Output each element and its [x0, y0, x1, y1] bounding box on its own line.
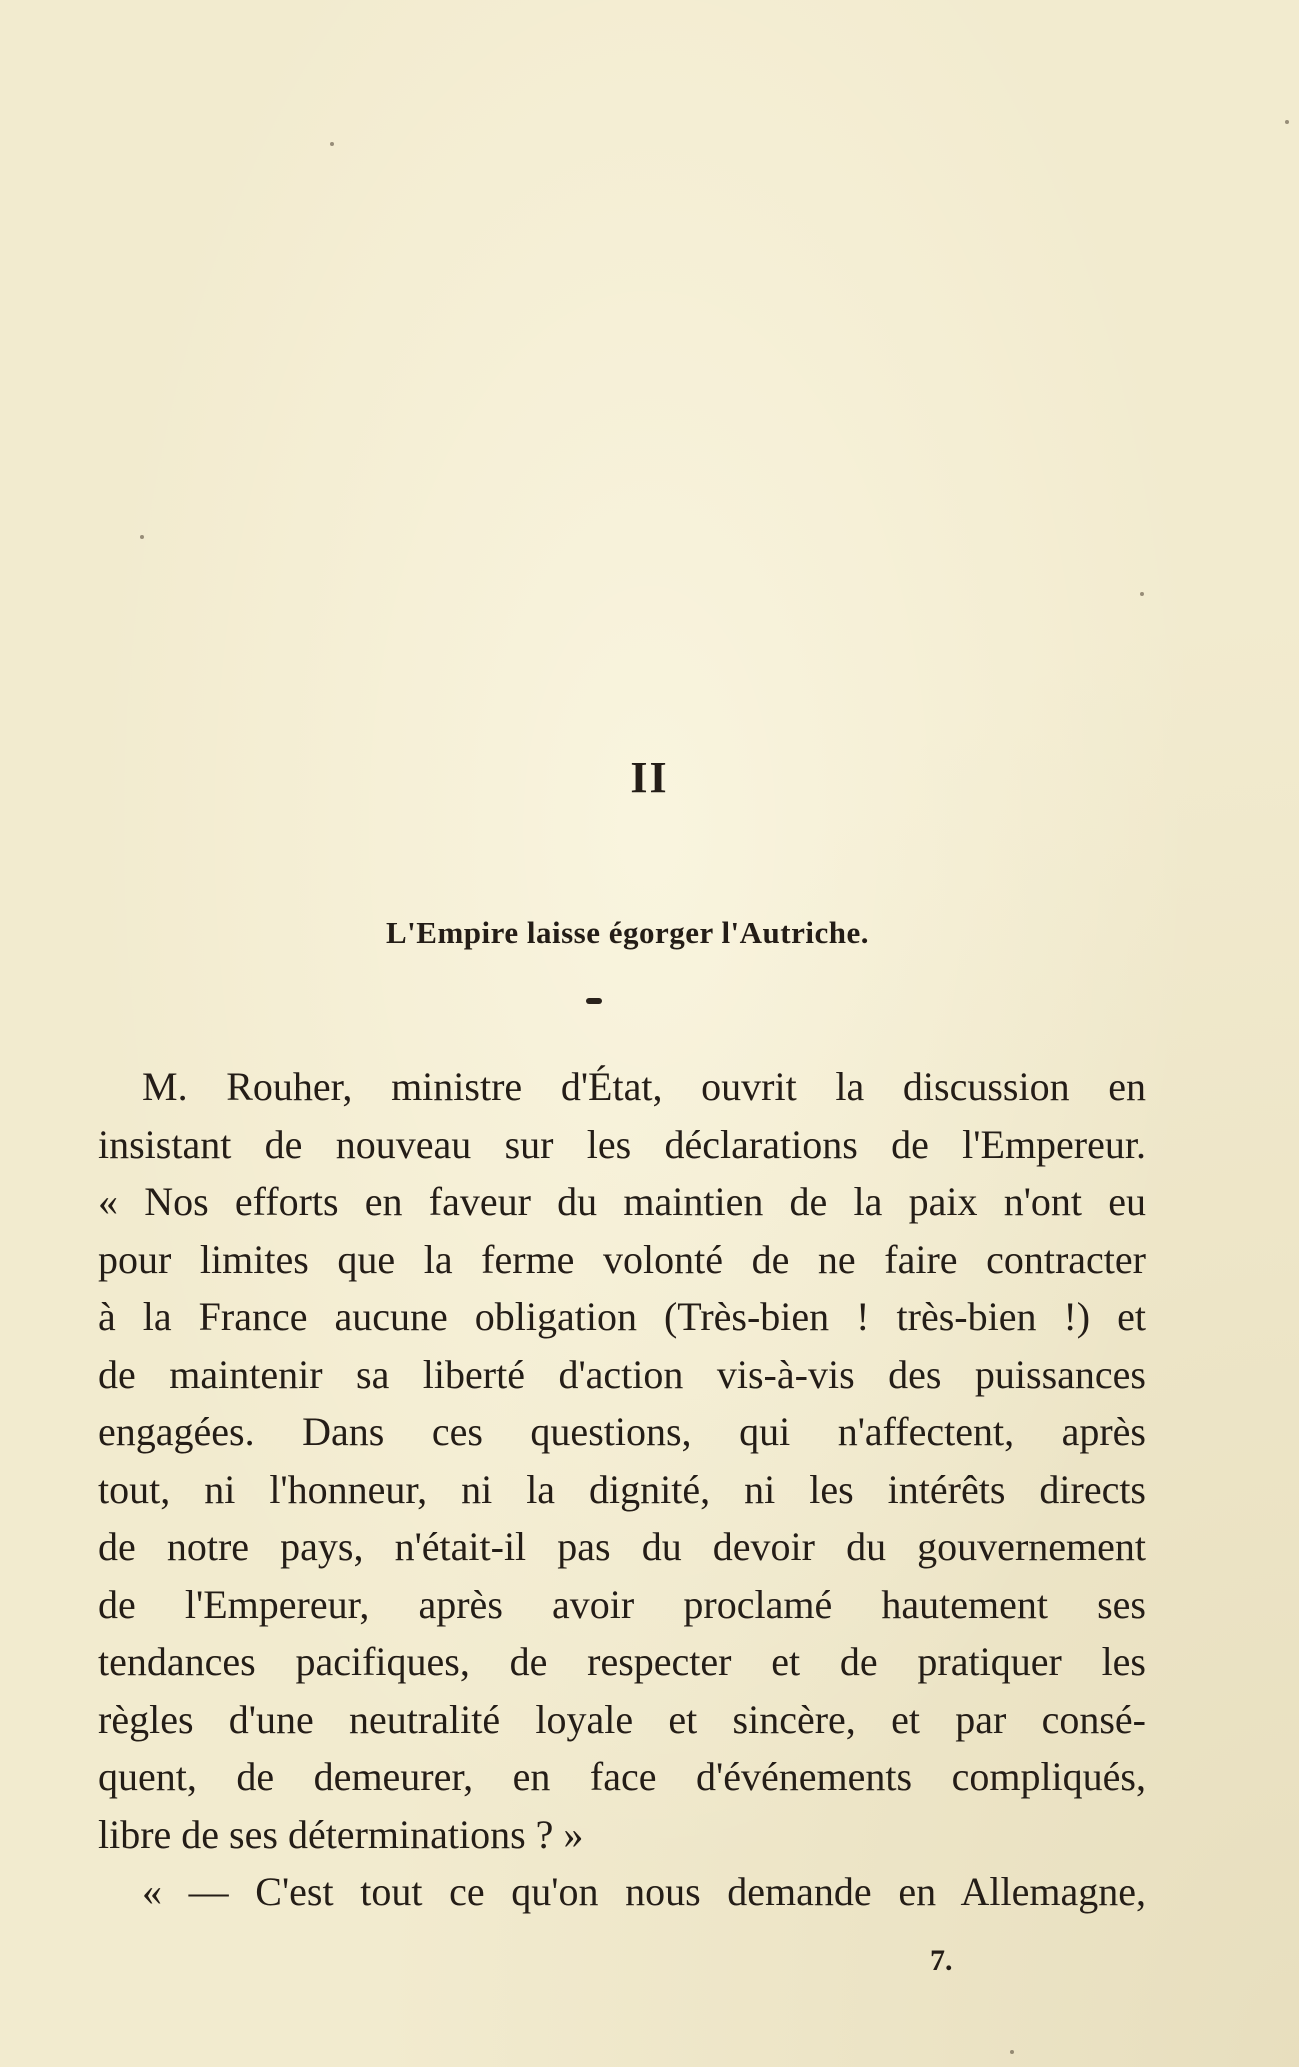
- title-ornament: [586, 998, 602, 1004]
- text-line: tout, ni l'honneur, ni la dignité, ni les intérêts directs: [98, 1466, 1146, 1512]
- chapter-title: L'Empire laisse égorger l'Autriche.: [386, 915, 869, 950]
- text-line: tendances pacifiques, de respecter et de pratiquer les: [98, 1639, 1146, 1684]
- text-line: « Nos efforts en faveur du maintien de la paix n'ont eu: [98, 1179, 1146, 1224]
- text-line: de notre pays, n'était-il pas du devoir du gouvernement: [98, 1524, 1146, 1569]
- text-line: règles d'une neutralité loyale et sincère, et par consé-: [98, 1696, 1146, 1742]
- text-line: engagées. Dans ces questions, qui n'affectent, après: [98, 1409, 1146, 1454]
- page-number: 7.: [930, 1944, 953, 1977]
- text-line: de l'Empereur, après avoir proclamé hautement ses: [98, 1581, 1146, 1627]
- paper-speck: [1285, 120, 1289, 124]
- section-number: II: [630, 753, 669, 802]
- text-line: quent, de demeurer, en face d'événements compliqués,: [98, 1754, 1146, 1799]
- paper-speck: [1010, 2050, 1014, 2054]
- text-line: insistant de nouveau sur les déclarations de l'Empereur.: [98, 1121, 1146, 1167]
- paper-speck: [1140, 592, 1144, 596]
- body-text: [98, 1058, 1146, 1921]
- paper-speck: [330, 142, 334, 146]
- text-line: à la France aucune obligation (Très-bien ! très-bien !) et: [98, 1294, 1146, 1339]
- text-line: libre de ses déterminations ? »: [98, 1811, 584, 1857]
- paper-speck: [140, 535, 144, 539]
- text-line: pour limites que la ferme volonté de ne faire contracter: [98, 1236, 1146, 1282]
- text-line: « — C'est tout ce qu'on nous demande en Allemagne,: [142, 1869, 1146, 1914]
- text-line: de maintenir sa liberté d'action vis-à-vis des puissances: [98, 1351, 1146, 1397]
- text-line: M. Rouher, ministre d'État, ouvrit la discussion en: [142, 1064, 1146, 1109]
